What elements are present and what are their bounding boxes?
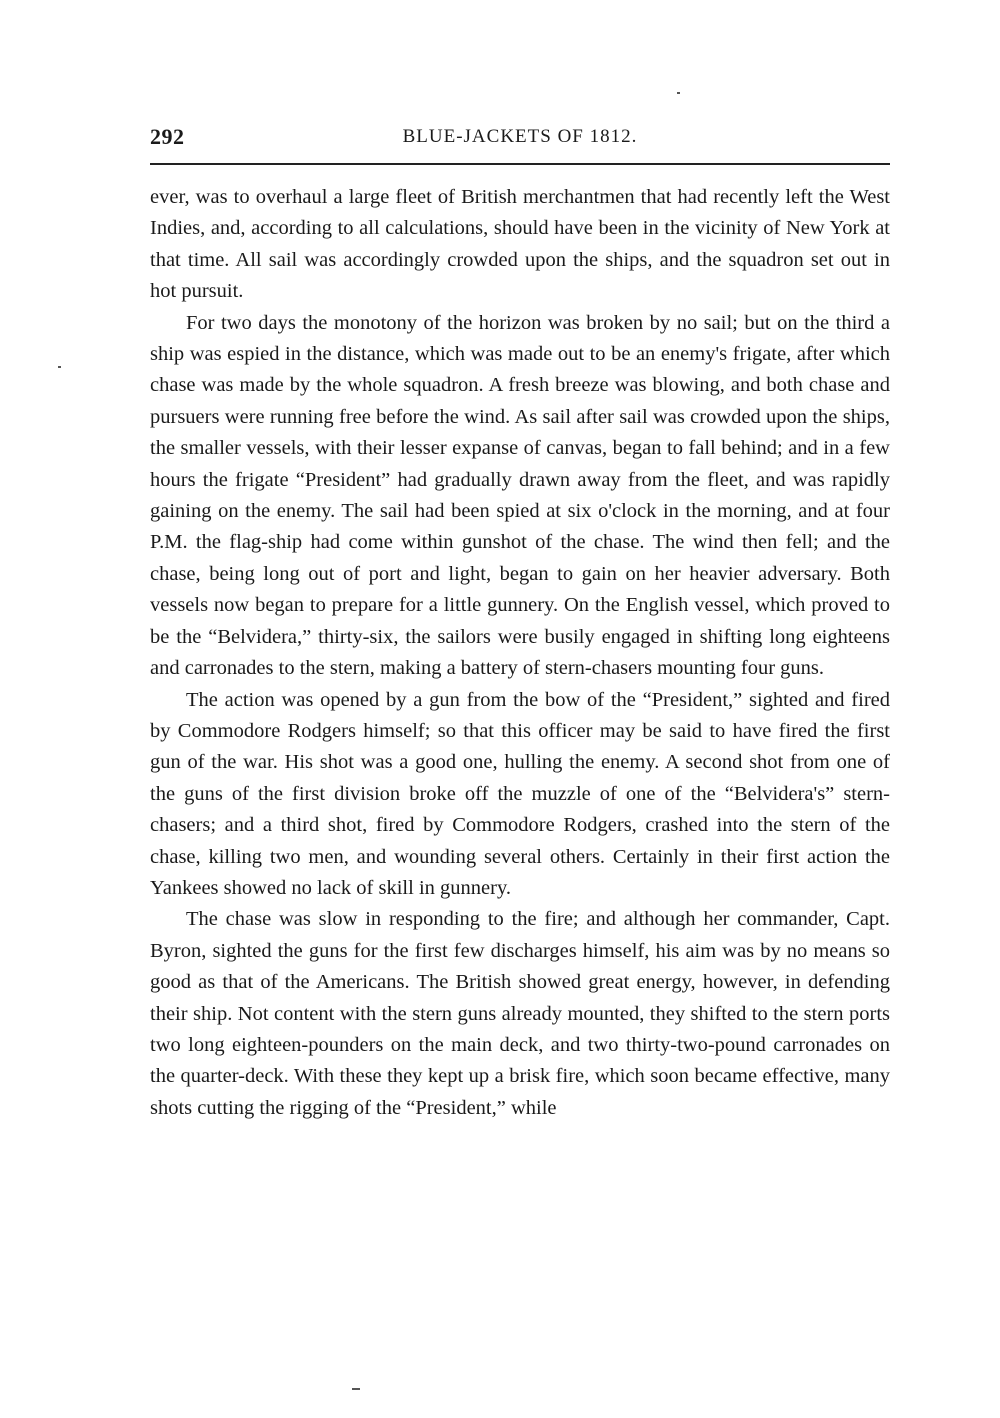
paragraph-2: For two days the monotony of the horizon was broken by no sail; but on the third a ship was espied in the distance, which was made out to be an enemy's frigate, after which chase was made by the whole squadron. A fresh breeze was blowing, and both chase and pursuers were running free before the wind. As sail after sail was crowded upon the ships, the smaller vessels, with their lesser expanse of canvas, began to fall behind; and in a few hours the frigate “President” had gradually drawn away from the fleet, and was rapidly gaining on the enemy. The sail had been spied at six o'clock in the morning, and at four P.M. the flag-ship had come within gunshot of the chase. The wind then fell; and the chase, being long out of port and light, began to gain on her heavier adversary. Both vessels now began to prepare for a little gunnery. On the English vessel, which proved to be the “Belvidera,” thirty-six, the sailors were busily engaged in shifting long eighteens and carronades to the stern, making a battery of stern-chasers mounting four guns. xyxy=(150,311,890,680)
paragraph-1: ever, was to overhaul a large fleet of British merchantmen that had recently left the West Indies, and, according to all calculations, should have been in the vicinity of New York at that time. All sail was accordingly crowded upon the ships, and the squadron set out in hot pursuit. xyxy=(150,186,890,303)
paragraph-4: The chase was slow in responding to the fire; and although her commander, Capt. Byron, sighted the guns for the first few discharges himself, his aim was by no means so good as that of the Americans. The British showed great energy, however, in defending their ship. Not content with the stern guns already mounted, they shifted to the stern ports two long eighteen-pounders on the main deck, and two thirty-two-pound carronades on the quarter-deck. With these they kept up a brisk fire, which soon became effective, many shots cutting the rigging of the “President,” while xyxy=(150,908,890,1119)
page-number: 292 xyxy=(150,124,185,149)
page-header xyxy=(150,124,890,156)
body-text xyxy=(150,182,890,1124)
header-rule xyxy=(150,163,890,165)
running-head: BLUE-JACKETS OF 1812. xyxy=(402,126,638,147)
paragraph-3: The action was opened by a gun from the bow of the “President,” sighted and fired by Commodore Rodgers himself; so that this officer may be said to have fired the first gun of the war. His shot was a good one, hulling the enemy. A second shot from one of the guns of the first division broke off the muzzle of one of the “Belvidera's” stern-chasers; and a third shot, fired by Commodore Rodgers, crashed into the stern of the chase, killing two men, and wounding several others. Certainly in their first action the Yankees showed no lack of skill in gunnery. xyxy=(150,688,890,899)
scan-speck xyxy=(352,1388,360,1390)
scan-speck xyxy=(58,366,61,368)
scan-speck xyxy=(677,92,680,94)
